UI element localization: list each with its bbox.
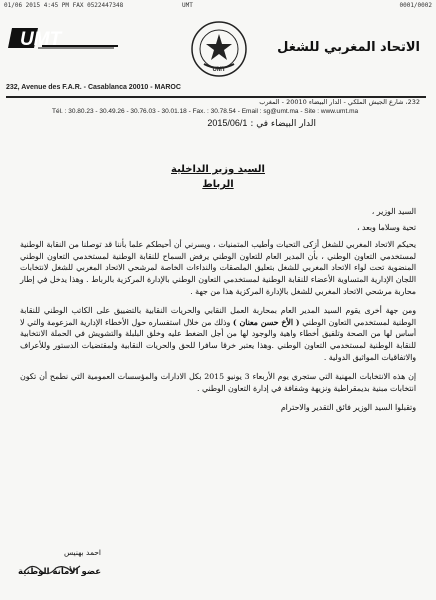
paragraph-2: ومن جهة أخرى يقوم السيد المدير العام بمحاربة العمل النقابي والحريات النقابية بالتضييق على الكاتب الوطني للنقابة الوطنية لمستخدمي التعاون الوطني ( الأخ حسن معنان ) وذلك من خلال استفساره حول الأخطاء الإدارية المزعومة والتي لا أساس لها من الصحة وتلفيق أخطاء واهية والوجود لها من أجل الضغط عليه وخلق البلبلة والتشويش في الحملة الانتخابية للنقابة الوطنية لمستخدمي التعاون الوطني .وهذا يعتبر خرقا سافرا للحق والحريات النقابية ولمقتضيات الدستور وللأعراف والاتفاقيات المواثيق الدولية .: [20, 306, 416, 362]
emblem-text: UMT: [212, 67, 226, 73]
signatory-name: احمد بهنيس: [64, 548, 102, 557]
org-name-arabic: الاتحاد المغربي للشغل: [277, 40, 420, 55]
recipient-city: الرباط: [202, 179, 234, 190]
recipient-title: السيد وزير الداخلية: [171, 164, 265, 175]
salutation: السيد الوزير ،: [371, 207, 416, 216]
paragraph-1: يحيكم الاتحاد المغربي للشغل أزكى التحيات وأطيب المتمنيات ، ويسرني أن أحيطكم علما بأننا قد توصلنا من النقابة الوطنية لمستخدمي التعاون الوطني ، بأن المدير العام للتعاون الوطني يرفض السماح للنقابة الوطنية لمستخدمي التعاون الوطني المنضوية تحت لواء الاتحاد المغربي للشغل بتعليق الملصقات والنداءات الخاصة لمرشحي الاتحاد المغربي للشغل لانتخابات اللجان الإدارية المتساوية الأعضاء للنقابة الوطنية لمستخدمي التعاون الوطني بالإدارة المركزية بالرباط . وهذا يدخل في إطار محاربة مرشحي الاتحاد المغربي للشغل بالإدارة المركزية هذا من جهة .: [20, 240, 416, 296]
address-french: 232, Avenue des F.A.R. - Casablanca 20010 - MAROC: [6, 84, 181, 91]
address-arabic: 232، شارع الجيش الملكي - الدار البيضاء 20010 - المغرب: [259, 98, 420, 106]
bold-name-phrase: ( الأخ حسن معنان ): [232, 317, 300, 327]
date-label: الدار البيضاء في :: [250, 119, 316, 129]
paragraph-3: إن هذه الانتخابات المهنية التي ستجري يوم الأربعاء 3 يونيو 2015 بكل الادارات والمؤسسات العمومية التي نطمح أن تكون انتخابات مبنية بديمقراطية ونزيهة وشفافة في إدارة التعاون الوطني .: [20, 372, 416, 393]
signatory-title: عضو الأمانة الوطنية: [18, 567, 102, 577]
fax-header: [4, 2, 432, 12]
fax-page-number: 0001/0002: [399, 2, 432, 9]
date-value: 2015/06/1: [207, 118, 248, 128]
recipient-block: [0, 164, 436, 194]
signature-scribble-icon: [22, 560, 82, 576]
fax-sender: UMT: [182, 2, 193, 9]
letter-body: [20, 206, 416, 422]
contact-line: Tél. : 30.80.23 - 30.49.26 - 30.76.03 - 30.01.18 - Fax. : 30.78.54 - Email : sg@umt.ma - Site : www.umt.ma: [52, 108, 359, 115]
closing: وتقبلوا السيد الوزير فائق التقدير والاحترام: [280, 403, 416, 413]
fax-datetime: 01/06 2015 4:45 PM FAX 0522447348: [4, 2, 124, 9]
umt-logo-text: UMT: [20, 29, 62, 50]
umt-emblem-icon: [190, 20, 248, 78]
greeting: تحية وسلاما وبعد ،: [357, 222, 416, 232]
date-line: [207, 118, 316, 129]
umt-logo-icon: [8, 26, 120, 50]
